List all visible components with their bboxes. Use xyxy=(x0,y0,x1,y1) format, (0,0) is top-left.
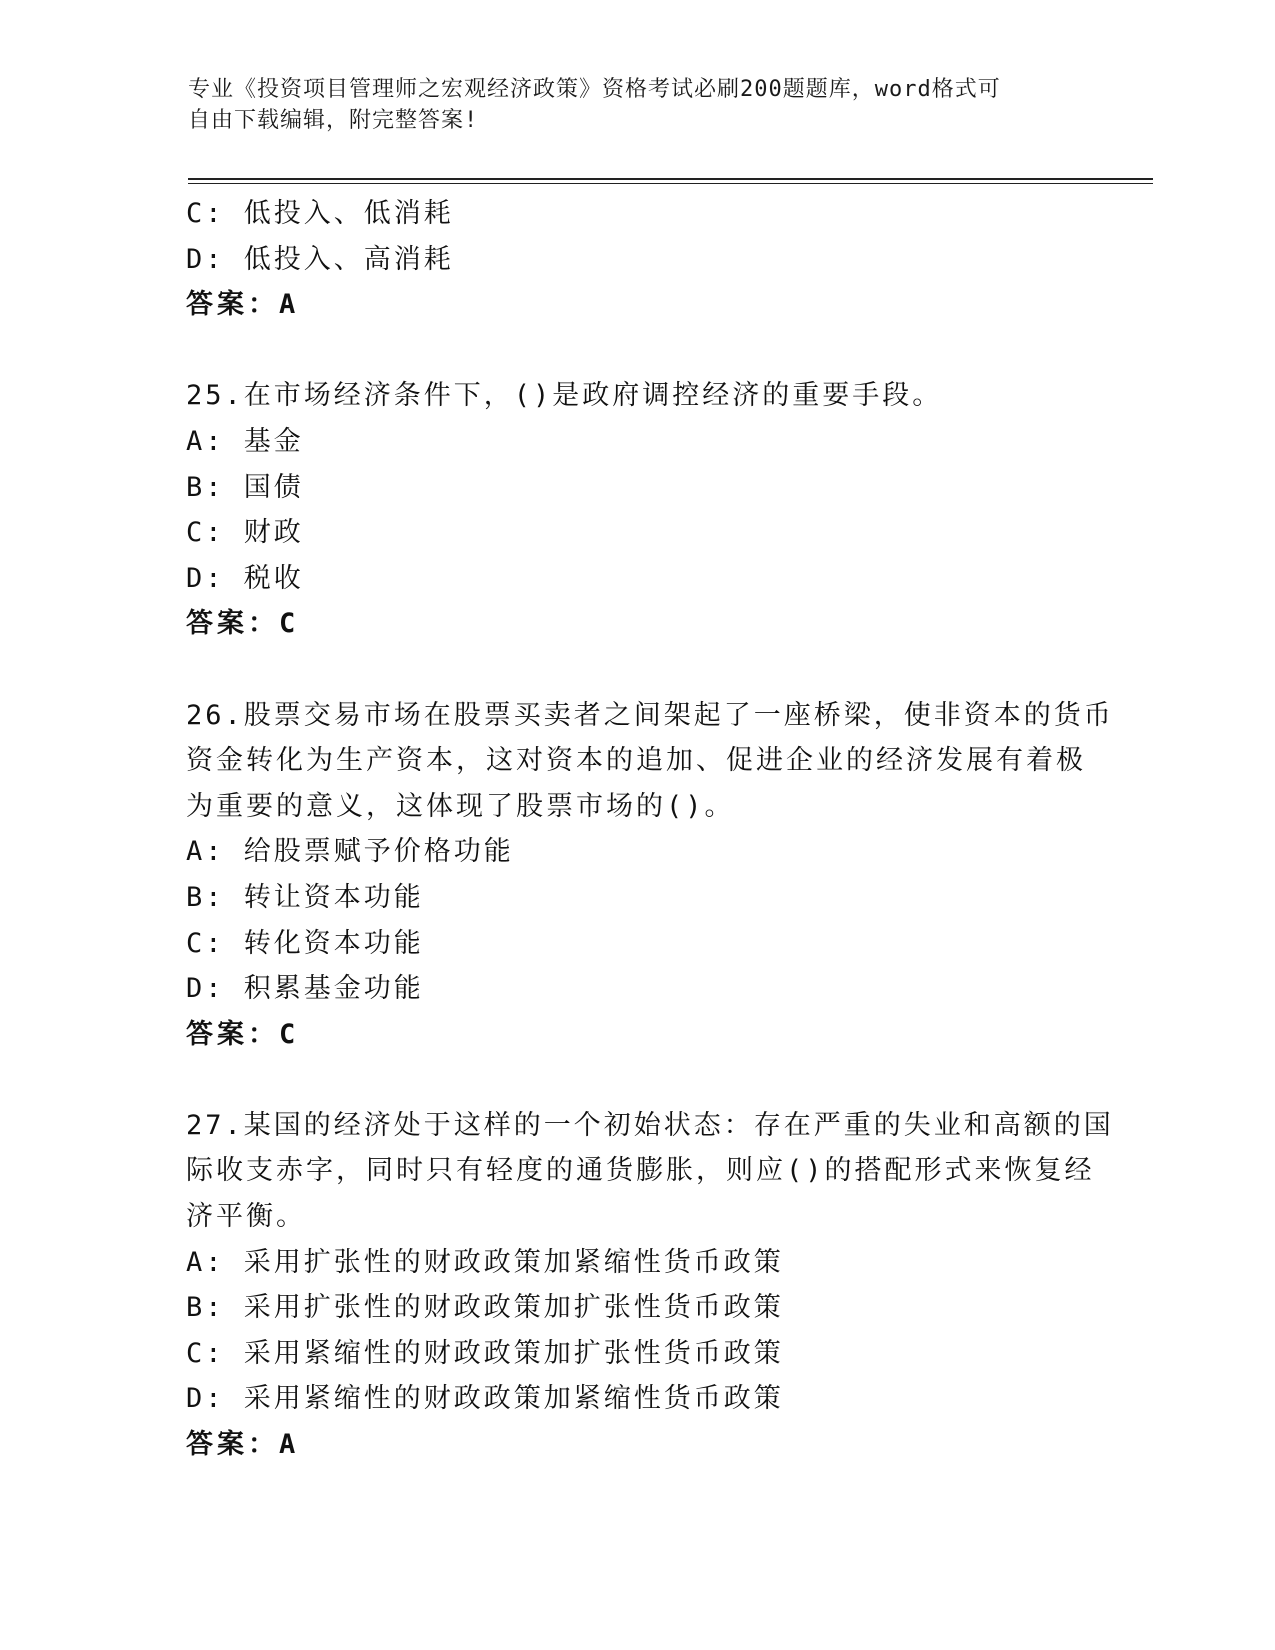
option-c: C: 转化资本功能 xyxy=(186,927,424,959)
header-divider-thin xyxy=(188,183,1153,184)
question-text-line-2: 际收支赤字，同时只有轻度的通货膨胀，则应()的搭配形式来恢复经 xyxy=(186,1155,1095,1187)
option-d: D: 积累基金功能 xyxy=(186,973,424,1005)
answer-line: 答案：A xyxy=(186,289,300,321)
question-text-line-1: 26.股票交易市场在股票买卖者之间架起了一座桥梁，使非资本的货币 xyxy=(186,699,1114,731)
option-a: A: 基金 xyxy=(186,425,304,457)
question-text-line-3: 为重要的意义，这体现了股票市场的()。 xyxy=(186,790,735,822)
option-b: B: 转让资本功能 xyxy=(186,881,424,913)
header-divider-thick xyxy=(188,178,1153,180)
option-c: C: 采用紧缩性的财政政策加扩张性货币政策 xyxy=(186,1337,784,1369)
answer-line: 答案：A xyxy=(186,1429,300,1461)
option-b: B: 采用扩张性的财政政策加扩张性货币政策 xyxy=(186,1292,784,1324)
page-header xyxy=(188,74,1088,136)
question-25 xyxy=(186,373,1086,647)
answer-line: 答案：C xyxy=(186,1018,300,1050)
option-d: D: 低投入、高消耗 xyxy=(186,243,454,275)
option-c: C: 低投入、低消耗 xyxy=(186,198,454,229)
question-24-continued xyxy=(186,191,1086,328)
answer-line: 答案：C xyxy=(186,608,300,640)
option-a: A: 给股票赋予价格功能 xyxy=(186,836,514,868)
spacer xyxy=(186,1057,1086,1103)
option-a: A: 采用扩张性的财政政策加紧缩性货币政策 xyxy=(186,1246,784,1278)
option-c: C: 财政 xyxy=(186,517,304,549)
header-line-2: 自由下载编辑，附完整答案! xyxy=(188,108,479,133)
question-26 xyxy=(186,693,1114,1058)
question-text-line-1: 27.某国的经济处于这样的一个初始状态：存在严重的失业和高额的国 xyxy=(186,1109,1114,1141)
question-list xyxy=(186,191,1114,1468)
header-line-1: 专业《投资项目管理师之宏观经济政策》资格考试必刷200题题库，word格式可 xyxy=(188,77,1001,102)
question-text-line-3: 济平衡。 xyxy=(186,1201,306,1233)
option-b: B: 国债 xyxy=(186,471,304,503)
option-d: D: 税收 xyxy=(186,562,304,594)
option-d: D: 采用紧缩性的财政政策加紧缩性货币政策 xyxy=(186,1383,784,1415)
question-27 xyxy=(186,1103,1114,1468)
spacer xyxy=(186,328,1086,374)
question-text: 25.在市场经济条件下，()是政府调控经济的重要手段。 xyxy=(186,380,943,412)
question-text-line-2: 资金转化为生产资本，这对资本的追加、促进企业的经济发展有着极 xyxy=(186,745,1086,777)
spacer xyxy=(186,647,1086,693)
